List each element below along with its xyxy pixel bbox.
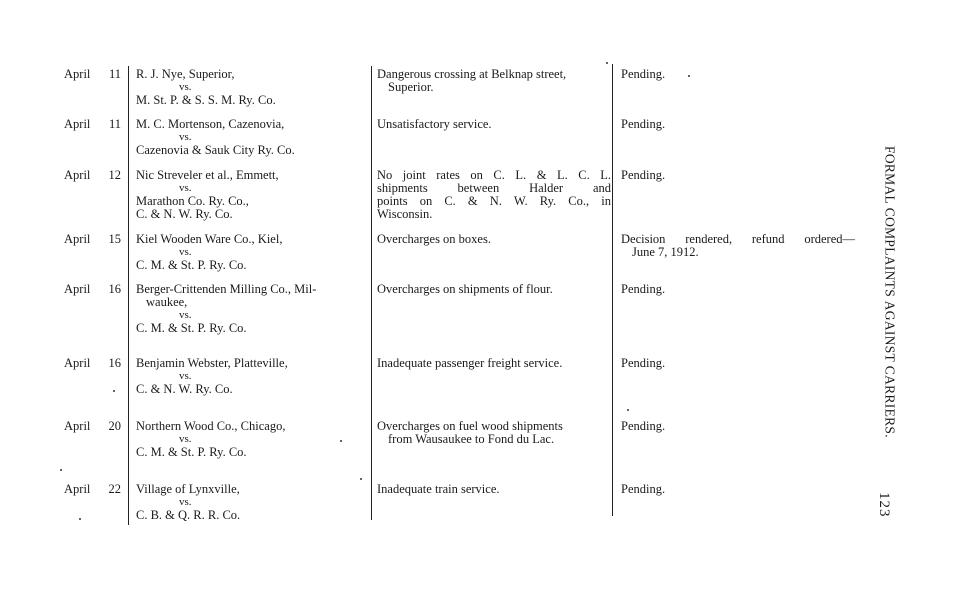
status-line: Decision rendered, refund ordered— [621, 232, 855, 246]
scan-speck [606, 62, 608, 64]
month: April [64, 67, 91, 81]
versus: vs. [179, 182, 192, 194]
disposition [621, 483, 855, 496]
complainant: Kiel Wooden Ware Co., Kiel, [136, 232, 283, 246]
column-rule-left [128, 66, 129, 525]
subject-line: Inadequate train service. [377, 482, 500, 496]
subject-line: Dangerous crossing at Belknap street, [377, 67, 567, 81]
subject-line: Wisconsin. [377, 207, 433, 221]
subject-line: No joint rates on C. L. & L. C. L. [377, 168, 611, 182]
versus: vs. [179, 309, 192, 321]
day: 15 [108, 232, 121, 246]
running-head-word: ORMAL [882, 153, 898, 205]
disposition [621, 68, 855, 81]
running-head-word: ARRIERS. [882, 375, 898, 438]
parties [136, 420, 372, 459]
complainant: Benjamin Webster, Platteville, [136, 356, 288, 370]
day: 22 [108, 482, 121, 496]
running-head-initial: C [882, 365, 898, 376]
day: 16 [108, 356, 121, 370]
complainant: Village of Lynxville, [136, 482, 240, 496]
complainant: R. J. Nye, Superior, [136, 67, 235, 81]
versus: vs. [179, 370, 192, 382]
complainant: M. C. Mortenson, Cazenovia, [136, 117, 285, 131]
day: 12 [108, 168, 121, 182]
disposition [621, 233, 855, 259]
respondent: M. St. P. & S. S. M. Ry. Co. [136, 93, 276, 107]
subject-line: Superior. [388, 80, 434, 94]
status-line: Pending. [621, 67, 666, 81]
parties [136, 169, 372, 221]
subject-line: Overcharges on fuel wood shipments [377, 419, 563, 433]
complainant: waukee, [146, 295, 188, 309]
running-head [883, 146, 897, 438]
respondent: Marathon Co. Ry. Co., [136, 194, 249, 208]
disposition [621, 118, 855, 131]
disposition [621, 357, 855, 370]
respondent: C. M. & St. P. Ry. Co. [136, 445, 247, 459]
scan-speck [60, 469, 62, 471]
subject [377, 68, 611, 94]
month: April [64, 482, 91, 496]
versus: vs. [179, 81, 192, 93]
versus: vs. [179, 496, 192, 508]
day: 16 [108, 282, 121, 296]
month: April [64, 117, 91, 131]
scan-speck [688, 75, 690, 77]
parties [136, 68, 372, 107]
subject [377, 118, 611, 131]
scan-speck [340, 440, 342, 442]
respondent: C. & N. W. Ry. Co. [136, 207, 233, 221]
running-head-initial: A [882, 300, 898, 311]
month: April [64, 419, 91, 433]
subject-line: from Wausaukee to Fond du Lac. [388, 432, 555, 446]
status-line: Pending. [621, 282, 666, 296]
running-head-word: GAINST [882, 310, 898, 363]
versus: vs. [179, 433, 192, 445]
scan-speck [627, 409, 629, 411]
month: April [64, 168, 91, 182]
status-line: Pending. [621, 356, 666, 370]
subject [377, 169, 611, 221]
respondent: C. M. & St. P. Ry. Co. [136, 258, 247, 272]
subject-line: Overcharges on boxes. [377, 232, 491, 246]
running-head-word: OMPLAINTS [882, 217, 898, 298]
running-head-initial: F [882, 146, 898, 154]
parties [136, 233, 372, 272]
subject [377, 420, 611, 446]
month: April [64, 282, 91, 296]
complainant: Berger-Crittenden Milling Co., Mil- [136, 282, 317, 296]
respondent: C. M. & St. P. Ry. Co. [136, 321, 247, 335]
complainant: Northern Wood Co., Chicago, [136, 419, 286, 433]
month: April [64, 232, 91, 246]
complainant: Nic Streveler et al., Emmett, [136, 168, 279, 182]
subject [377, 283, 611, 296]
day: 11 [108, 117, 121, 131]
column-rule-right [612, 64, 613, 516]
subject [377, 233, 611, 246]
status-line: Pending. [621, 117, 666, 131]
status-line: Pending. [621, 419, 666, 433]
status-line: Pending. [621, 168, 666, 182]
subject [377, 483, 611, 496]
subject-line: Overcharges on shipments of flour. [377, 282, 553, 296]
day: 11 [108, 67, 121, 81]
versus: vs. [179, 246, 192, 258]
parties [136, 483, 372, 522]
parties [136, 283, 372, 335]
parties [136, 118, 372, 157]
subject [377, 357, 611, 370]
disposition [621, 169, 855, 182]
subject-line: Inadequate passenger freight service. [377, 356, 563, 370]
running-head-initial: C [882, 207, 898, 218]
month: April [64, 356, 91, 370]
respondent: C. B. & Q. R. R. Co. [136, 508, 241, 522]
respondent: Cazenovia & Sauk City Ry. Co. [136, 143, 295, 157]
scan-speck [113, 390, 115, 392]
scan-speck [79, 518, 81, 520]
versus: vs. [179, 131, 192, 143]
subject-line: shipments between Halder and [377, 181, 611, 195]
page-number: 123 [876, 492, 892, 518]
subject-line: Unsatisfactory service. [377, 117, 492, 131]
subject-line: points on C. & N. W. Ry. Co., in [377, 194, 611, 208]
scan-speck [360, 478, 362, 480]
status-line: June 7, 1912. [632, 245, 699, 259]
day: 20 [108, 419, 121, 433]
status-line: Pending. [621, 482, 666, 496]
disposition [621, 283, 855, 296]
parties [136, 357, 372, 396]
respondent: C. & N. W. Ry. Co. [136, 382, 233, 396]
disposition [621, 420, 855, 433]
